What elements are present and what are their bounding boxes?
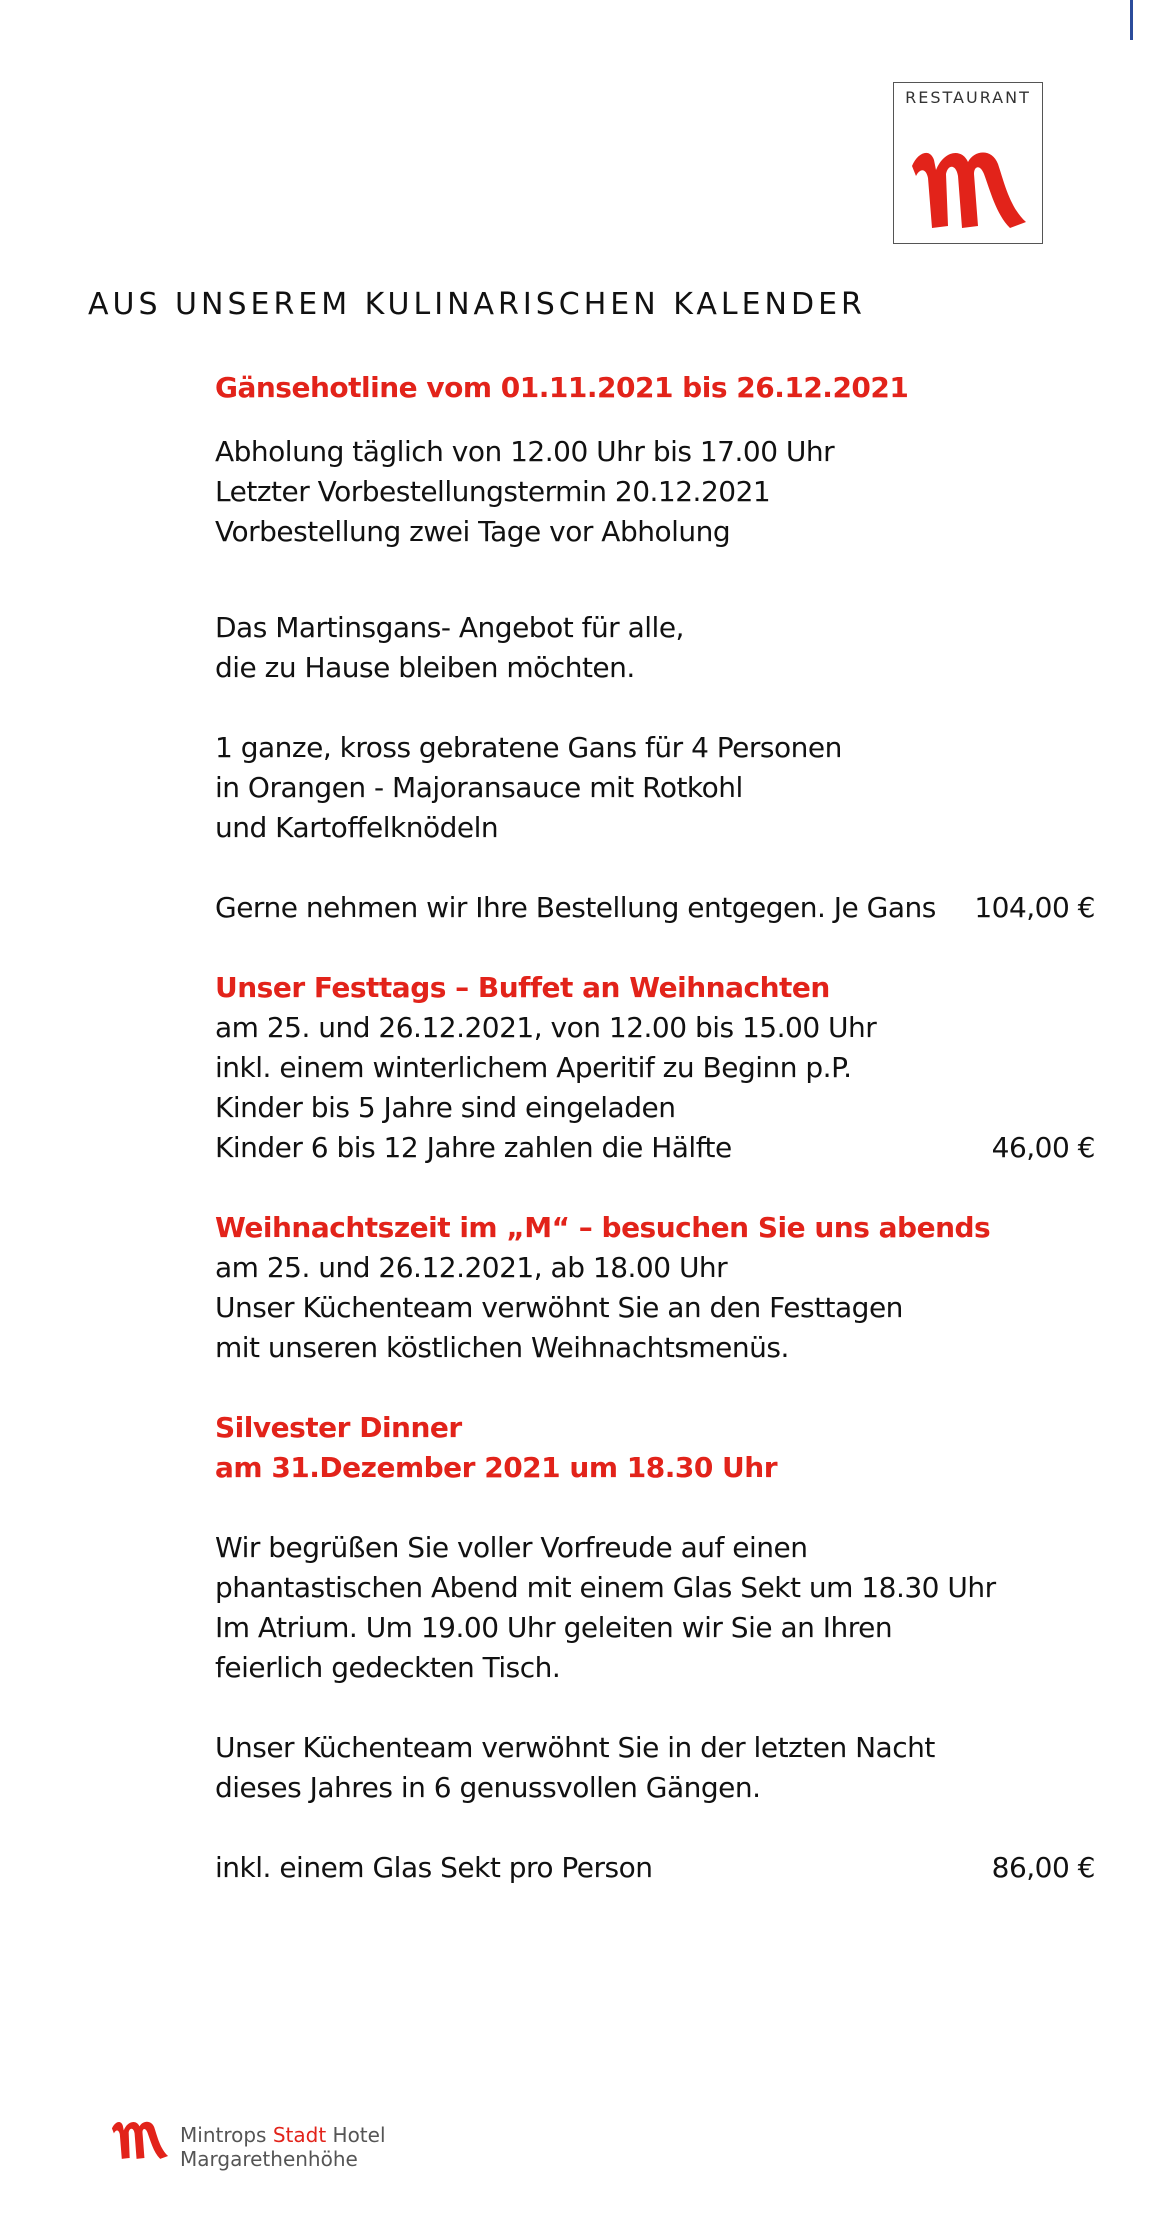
price-row (215, 1128, 1095, 1168)
text-line: und Kartoffelknödeln (215, 811, 499, 844)
text-line: Kinder bis 5 Jahre sind eingeladen (215, 1091, 676, 1124)
price-value: 104,00 € (974, 891, 1095, 924)
text-line: Vorbestellung zwei Tage vor Abholung (215, 515, 731, 548)
hotel-name-part1: Mintrops (180, 2123, 267, 2147)
text-line: Das Martinsgans- Angebot für alle, (215, 611, 684, 644)
section-title: Silvester Dinner (215, 1411, 462, 1444)
hotel-name-part2: Hotel (332, 2123, 386, 2147)
price-value: 46,00 € (991, 1131, 1095, 1164)
text-line: die zu Hause bleiben möchten. (215, 651, 635, 684)
text-line: Abholung täglich von 12.00 Uhr bis 17.00 Uhr (215, 435, 835, 468)
calendar-content (215, 368, 1095, 1888)
price-row (215, 888, 1095, 928)
price-row (215, 1848, 1095, 1888)
section-title: Unser Festtags – Buffet an Weihnachten (215, 971, 830, 1004)
m-logo-small-icon (108, 2113, 172, 2163)
text-line: Wir begrüßen Sie voller Vorfreude auf einen (215, 1531, 808, 1564)
section-silvester (215, 1408, 1095, 1888)
text-line: am 25. und 26.12.2021, von 12.00 bis 15.00 Uhr (215, 1011, 877, 1044)
m-logo-icon (904, 138, 1034, 233)
text-line: dieses Jahres in 6 genussvollen Gängen. (215, 1771, 761, 1804)
section-title: Weihnachtszeit im „M“ – besuchen Sie uns abends (215, 1211, 991, 1244)
page-heading: AUS UNSEREM KULINARISCHEN KALENDER (88, 287, 866, 322)
text-line: Unser Küchenteam verwöhnt Sie an den Festtagen (215, 1291, 903, 1324)
text-line: feierlich gedeckten Tisch. (215, 1651, 561, 1684)
text-line: am 25. und 26.12.2021, ab 18.00 Uhr (215, 1251, 728, 1284)
text-line: Unser Küchenteam verwöhnt Sie in der letzten Nacht (215, 1731, 935, 1764)
price-label: Kinder 6 bis 12 Jahre zahlen die Hälfte (215, 1131, 732, 1164)
page-edge-mark (1130, 0, 1133, 40)
section-gaensehotline (215, 368, 1095, 928)
text-line: mit unseren köstlichen Weihnachtsmenüs. (215, 1331, 789, 1364)
price-value: 86,00 € (991, 1851, 1095, 1884)
hotel-name (180, 2123, 386, 2147)
section-title: Gänsehotline vom 01.11.2021 bis 26.12.2021 (215, 371, 909, 404)
hotel-footer-logo (108, 2105, 388, 2175)
text-line: in Orangen - Majoransauce mit Rotkohl (215, 771, 743, 804)
text-line: phantastischen Abend mit einem Glas Sekt um 18.30 Uhr (215, 1571, 996, 1604)
section-festtags-buffet (215, 968, 1095, 1168)
price-label: Gerne nehmen wir Ihre Bestellung entgegen. Je Gans (215, 891, 936, 924)
text-line: 1 ganze, kross gebratene Gans für 4 Personen (215, 731, 842, 764)
text-line: Letzter Vorbestellungstermin 20.12.2021 (215, 475, 771, 508)
text-line: Im Atrium. Um 19.00 Uhr geleiten wir Sie an Ihren (215, 1611, 893, 1644)
text-line: inkl. einem winterlichem Aperitif zu Beginn p.P. (215, 1051, 852, 1084)
logo-label: RESTAURANT (905, 88, 1031, 107)
section-subtitle: am 31.Dezember 2021 um 18.30 Uhr (215, 1451, 778, 1484)
hotel-name-accent: Stadt (272, 2123, 327, 2147)
section-weihnachtszeit (215, 1208, 1095, 1368)
hotel-location: Margarethenhöhe (180, 2147, 358, 2171)
price-label: inkl. einem Glas Sekt pro Person (215, 1851, 653, 1884)
restaurant-logo (893, 82, 1043, 244)
